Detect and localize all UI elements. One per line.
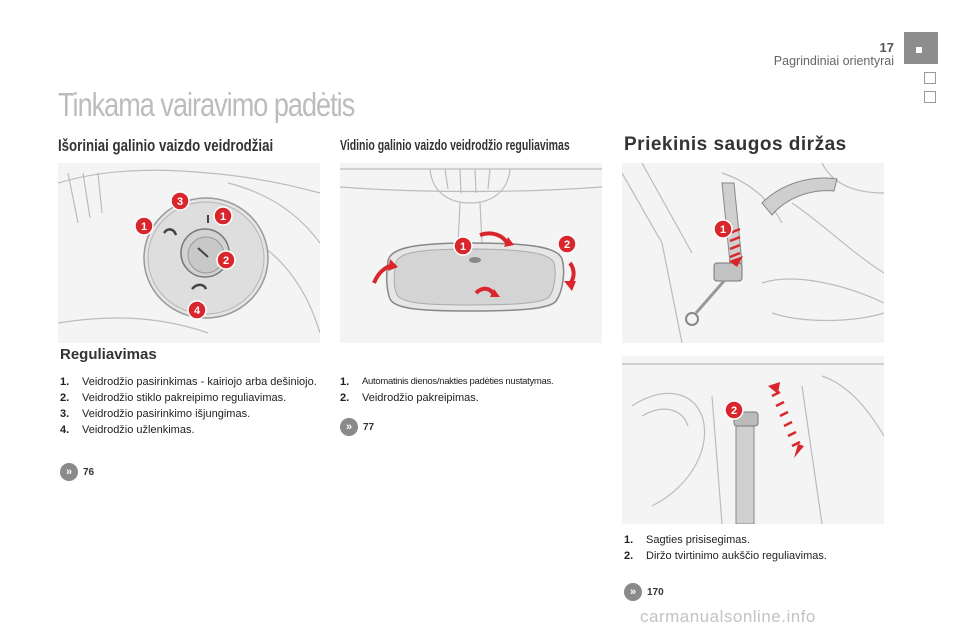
mirror-control-drawing (58, 163, 320, 343)
callout-label: 1 (219, 211, 227, 223)
page-reference[interactable]: » 76 (60, 463, 94, 481)
page-number: 17 (879, 40, 894, 55)
page-reference[interactable]: » 170 (624, 583, 664, 601)
callout-label: 2 (730, 405, 738, 417)
chapter-tab-empty (924, 91, 936, 103)
list-item: 3. Veidrodžio pasirinkimo išjungimas. (60, 408, 251, 420)
middle-column-heading: Vidinio galinio vaizdo veidrodžio reguliavimas (340, 137, 570, 154)
double-chevron-right-icon: » (624, 583, 642, 601)
callout-label: 1 (719, 224, 727, 236)
watermark: carmanualsonline.info (640, 607, 816, 626)
interior-mirror-drawing (340, 163, 602, 343)
double-chevron-right-icon: » (60, 463, 78, 481)
right-column-heading: Priekinis saugos diržas (624, 134, 847, 155)
callout-label: 1 (459, 241, 467, 253)
seat-belt-buckle-illustration (622, 163, 884, 343)
page-title: Tinkama vairavimo padėtis (58, 86, 355, 123)
adjustment-subheading: Reguliavimas (60, 346, 157, 363)
list-item: 2. Veidrodžio stiklo pakreipimo reguliavimas. (60, 392, 287, 404)
left-column-heading: Išoriniai galinio vaizdo veidrodžiai (58, 136, 274, 155)
left-instruction-list (60, 374, 322, 438)
page-reference[interactable]: » 77 (340, 418, 374, 436)
double-chevron-right-icon: » (340, 418, 358, 436)
callout-label: 2 (563, 239, 571, 251)
mirror-control-illustration (58, 163, 320, 343)
belt-height-adjuster-drawing (622, 356, 884, 524)
list-item: 2. Veidrodžio pakreipimas. (340, 392, 479, 404)
middle-instruction-list (340, 374, 610, 406)
list-item: 4. Veidrodžio užlenkimas. (60, 424, 195, 436)
section-header: Pagrindiniai orientyrai (773, 54, 894, 68)
chapter-tab-empty (924, 72, 936, 84)
list-item: 1. Sagties prisisegimas. (624, 534, 750, 546)
callout-label: 4 (193, 305, 201, 317)
chapter-tab-marker (916, 47, 922, 53)
interior-mirror-illustration (340, 163, 602, 343)
seat-belt-buckle-drawing (622, 163, 884, 343)
callout-label: 3 (176, 196, 184, 208)
callout-label: 2 (222, 255, 230, 267)
belt-height-adjuster-illustration (622, 356, 884, 524)
right-instruction-list (624, 532, 886, 564)
list-item: 2. Diržo tvirtinimo aukščio reguliavimas. (624, 550, 827, 562)
callout-label: 1 (140, 221, 148, 233)
list-item: 1. Veidrodžio pasirinkimas - kairiojo arba dešiniojo. (60, 376, 317, 388)
list-item: 1. Automatinis dienos/nakties padėties nustatymas. (340, 376, 554, 388)
